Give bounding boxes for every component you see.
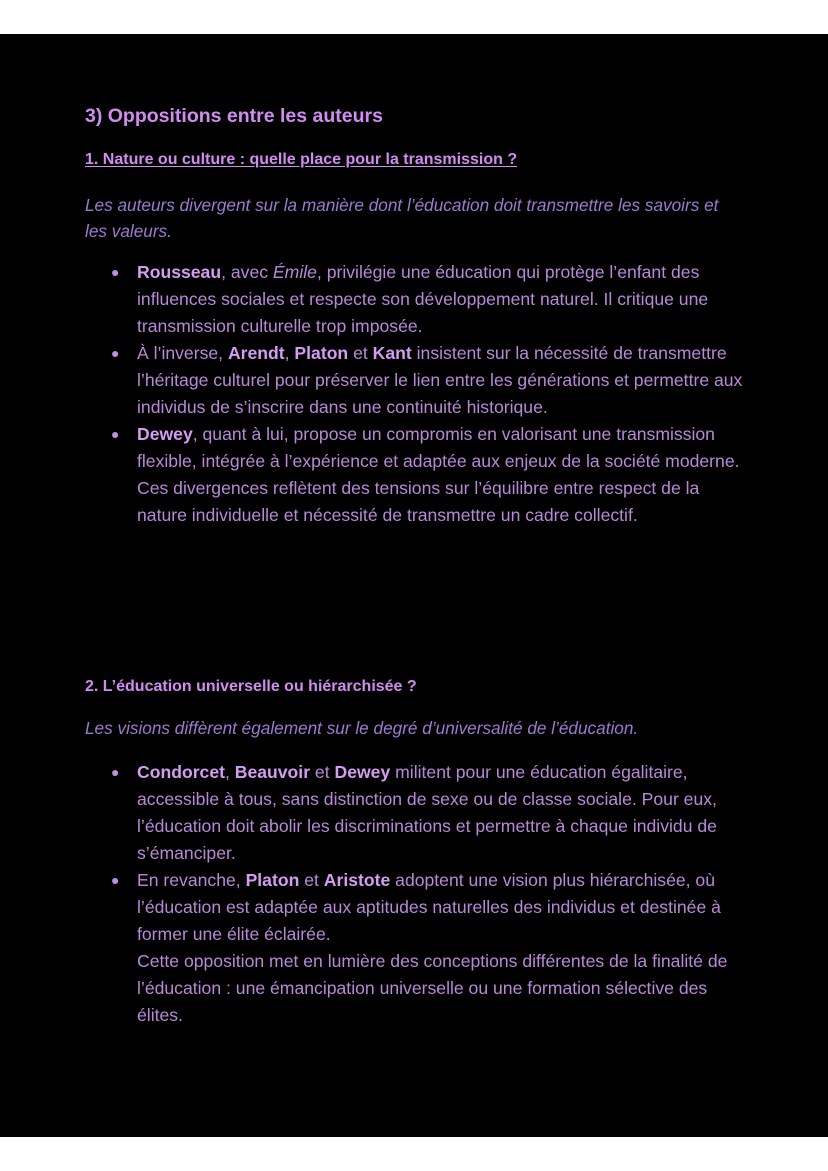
list-text: , quant à lui, propose un compromis en valorisant une transmission flexible, intégrée à l’expérience et adaptée aux enjeux de la société moderne. — [137, 424, 740, 471]
bullet-icon: ● — [111, 872, 120, 888]
bullet-icon: ● — [111, 764, 120, 780]
list-item-platon-aristote — [85, 867, 745, 1029]
list-item-arendt-platon-kant — [85, 340, 745, 421]
author-name: Condorcet — [137, 762, 225, 782]
list-text: , — [284, 343, 295, 363]
list-text: , privilégie une éducation qui protège l’enfant des influences sociales et respecte son développement naturel. Il critique une transmission culturelle trop imposée. — [137, 262, 709, 336]
document-page — [0, 34, 828, 1137]
section-title: 3) Oppositions entre les auteurs — [85, 105, 383, 127]
subsection-intro-nature-culture: Les auteurs divergent sur la manière dont l’éducation doit transmettre les savoirs et les valeurs. — [85, 195, 719, 241]
bullet-list-nature-culture — [85, 259, 745, 529]
list-item-rousseau — [85, 259, 745, 340]
list-text: militent pour une éducation égalitaire, accessible à tous, sans distinction de sexe ou de classe sociale. Pour eux, l’éducation doit abolir les discriminations et permettre à chaque individu de s’émanciper. — [137, 762, 717, 863]
list-item-condorcet-beauvoir-dewey — [85, 759, 745, 867]
list-text: et — [348, 343, 373, 363]
subsection-heading-universal-hierarchical: 2. L’éducation universelle ou hiérarchisée ? — [85, 678, 417, 695]
list-text: et — [299, 870, 324, 890]
author-name: Dewey — [334, 762, 391, 782]
bullet-icon: ● — [111, 345, 120, 361]
author-name: Beauvoir — [234, 762, 311, 782]
list-text: insistent sur la nécessité de transmettre l’héritage culturel pour préserver le lien entre les générations et permettre aux individus de s’inscrire dans une continuité historique. — [137, 343, 743, 417]
bullet-list-universal-hierarchical — [85, 759, 745, 1029]
author-name: Platon — [294, 343, 349, 363]
list-item-dewey — [85, 421, 745, 529]
author-name: Aristote — [323, 870, 391, 890]
list-text: , avec — [221, 262, 273, 282]
author-name: Rousseau — [137, 262, 222, 282]
list-text: adoptent une vision plus hiérarchisée, où l’éducation est adaptée aux aptitudes naturelles des individus et destinée à former une élite éclairée. — [137, 870, 721, 944]
list-text: En revanche, — [137, 870, 246, 890]
book-title: Émile — [272, 262, 317, 282]
subsection-heading-nature-culture: 1. Nature ou culture : quelle place pour la transmission ? — [85, 151, 518, 168]
author-name: Platon — [245, 870, 300, 890]
author-name: Arendt — [227, 343, 285, 363]
list-text: À l’inverse, — [137, 343, 228, 363]
list-text: et — [310, 762, 335, 782]
subsection-intro-universal-hierarchical: Les visions diffèrent également sur le degré d’universalité de l’éducation. — [85, 718, 639, 738]
bullet-icon: ● — [111, 426, 120, 442]
list-continuation-text: Ces divergences reflètent des tensions sur l’équilibre entre respect de la nature individuelle et nécessité de transmettre un cadre collectif. — [137, 478, 700, 525]
list-text: , — [224, 762, 235, 782]
author-name: Kant — [372, 343, 412, 363]
bullet-icon: ● — [111, 264, 120, 280]
list-continuation-text: Cette opposition met en lumière des conceptions différentes de la finalité de l’éducation : une émancipation universelle ou une formation sélective des élites. — [137, 951, 728, 1025]
author-name: Dewey — [137, 424, 193, 444]
